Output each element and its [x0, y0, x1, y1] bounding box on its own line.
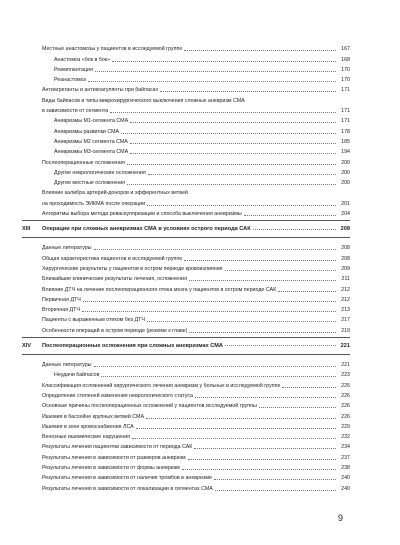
toc-entry-title: Виды байпасов и типы микрохирургического выключения сложных аневризм СМА [42, 97, 245, 104]
toc-entry-title: Антиагреганты и антикоагулянты при байпасах [42, 87, 159, 94]
toc-entry-title: Аневризмы М1-сегмента СМА [54, 118, 129, 125]
toc-entry [22, 293, 350, 303]
toc-entry-title: Ишемия в зоне кровоснабжения ЛСА [42, 423, 134, 430]
toc-entry [22, 186, 350, 196]
dot-leader [127, 163, 336, 165]
dot-leader [146, 417, 336, 419]
toc-entry-title: Основные причины послеоперационных осложнений у пациентов исследуемой группы [42, 403, 257, 410]
toc-entry-page: 217 [341, 317, 350, 324]
toc-entry-title: Другие неврологические осложнения [54, 169, 146, 176]
chapter-number: XIV [22, 342, 32, 349]
dot-leader [259, 406, 336, 408]
toc-entry-title: Влияние ДТЧ на лечение послеоперационного отека мозга у пациентов в остром периоде САК [42, 286, 277, 293]
toc-entry-page: 194 [341, 149, 350, 156]
toc-entry-title: Результаты лечения в зависимости от наличия тромбов в аневризме [42, 475, 212, 482]
toc-entry [22, 450, 350, 460]
toc-entry-title: Особенности операций в остром периоде (резюме к главе) [42, 327, 188, 334]
toc-entry [22, 83, 350, 93]
toc-entry-page: 213 [341, 307, 350, 314]
dot-leader [147, 320, 336, 322]
toc-entry [22, 145, 350, 155]
toc-entry [22, 63, 350, 73]
dot-leader [132, 437, 336, 439]
toc-entry-page: 226 [341, 403, 350, 410]
chapter-number: XIII [22, 226, 31, 233]
toc-entry-title: Реанастомоз [54, 77, 86, 84]
toc-entry [22, 378, 350, 388]
dot-leader [130, 142, 336, 144]
toc-entry-title: Операции при сложных аневризмах СМА в условиях острого периода САК [42, 226, 251, 233]
dot-leader [94, 248, 336, 250]
toc-entry [22, 272, 350, 282]
toc-entry [22, 166, 350, 176]
toc-entry-page: 171 [341, 118, 350, 125]
toc-entry [22, 420, 350, 430]
toc-entry-page: 226 [341, 392, 350, 399]
dot-leader [88, 80, 336, 82]
toc-entry [22, 313, 350, 323]
toc-entry-page: 185 [341, 138, 350, 145]
toc-entry-page: 212 [341, 296, 350, 303]
table-of-contents [22, 42, 350, 492]
toc-entry-page: 219 [341, 327, 350, 334]
toc-entry [22, 52, 350, 62]
toc-entry-page: 200 [341, 180, 350, 187]
toc-entry [22, 409, 350, 419]
toc-entry [22, 241, 350, 251]
toc-chapter-heading [22, 220, 350, 238]
toc-entry-page: 226 [341, 413, 350, 420]
dot-leader [214, 478, 336, 480]
toc-entry-title: Результаты лечения пациентов зависимости от периода САК [42, 444, 193, 451]
dot-leader [184, 49, 336, 51]
dot-leader [95, 70, 336, 72]
dot-leader [160, 90, 336, 92]
dot-leader [253, 228, 336, 230]
toc-entry [22, 471, 350, 481]
toc-entry-title: Первичная ДТЧ [42, 296, 81, 303]
toc-entry-title: Данные литературы [42, 245, 92, 252]
dot-leader [82, 310, 336, 312]
toc-entry-page: 208 [340, 226, 350, 233]
toc-entry-title: Результаты лечения в зависимости от размеров аневризм [42, 454, 186, 461]
toc-entry-page: 211 [341, 276, 350, 283]
toc-entry [22, 430, 350, 440]
toc-entry-page: 232 [341, 434, 350, 441]
dot-leader [148, 173, 336, 175]
toc-entry-page: 223 [341, 372, 350, 379]
toc-entry-page: 178 [341, 128, 350, 135]
toc-entry [22, 73, 350, 83]
toc-entry [22, 135, 350, 145]
dot-leader [127, 183, 336, 185]
toc-entry-page: 229 [341, 423, 350, 430]
toc-entry-title: Послеоперационные осложнения при сложных аневризмах СМА [42, 342, 223, 349]
toc-entry-page: 240 [341, 475, 350, 482]
toc-entry-title: Другие местные осложнения [54, 180, 126, 187]
toc-entry [22, 368, 350, 378]
toc-entry-title: Результаты лечения в зависимости от локализации в сегментах СМА [42, 485, 213, 492]
toc-entry-page: 221 [340, 342, 350, 349]
toc-entry-page: 234 [341, 444, 350, 451]
toc-entry-page: 200 [341, 169, 350, 176]
toc-entry-title: Венозные ишемические нарушения [42, 434, 131, 441]
dot-leader [244, 214, 336, 216]
toc-entry [22, 282, 350, 292]
dot-leader [194, 447, 336, 449]
dot-leader [278, 290, 336, 292]
toc-entry-page: 208 [341, 245, 350, 252]
toc-entry-title: Хирургические результаты у пациентов в остром периоде кровоизлияния [42, 265, 223, 272]
toc-entry-title: Результаты лечения в зависимости от формы аневризм [42, 464, 180, 471]
toc-entry-title: в зависимости от сегмента [42, 108, 109, 115]
toc-entry-title: на проходимость ЭИКМА после операции [42, 200, 146, 207]
toc-entry [22, 440, 350, 450]
toc-entry-page: 168 [341, 56, 350, 63]
toc-entry [22, 104, 350, 114]
toc-entry [22, 251, 350, 261]
toc-entry-page: 171 [341, 108, 350, 115]
dot-leader [101, 375, 336, 377]
page-number: 9 [338, 513, 344, 523]
toc-entry-title: Влияние калибра артерий-доноров и эфферентных ветвей [42, 190, 188, 197]
dot-leader [147, 204, 336, 206]
toc-entry [22, 93, 350, 103]
toc-entry-page: 204 [341, 211, 350, 218]
toc-entry-page: 225 [341, 382, 350, 389]
toc-entry-title: Местные анастомозы у пациентов в исследуемой группе [42, 46, 183, 53]
toc-entry [22, 124, 350, 134]
toc-entry-page: 212 [341, 286, 350, 293]
toc-entry-title: Классификация осложнений хирургического лечения аневризм у больных в исследуемой группе [42, 382, 281, 389]
toc-entry-page: 170 [341, 77, 350, 84]
toc-entry-page: 237 [341, 454, 350, 461]
dot-leader [189, 279, 336, 281]
dot-leader [195, 396, 336, 398]
toc-entry [22, 303, 350, 313]
toc-chapter-heading [22, 337, 350, 355]
toc-entry-page: 209 [341, 265, 350, 272]
toc-entry-title: Аневризмы М2 сегмента СМА [54, 138, 128, 145]
toc-entry-page: 238 [341, 464, 350, 471]
toc-entry-title: Аневризмы М3-сегмента СМА [54, 149, 129, 156]
toc-entry-page: 208 [341, 255, 350, 262]
toc-entry-page: 201 [341, 200, 350, 207]
dot-leader [184, 259, 336, 261]
dot-leader [83, 300, 336, 302]
toc-entry-title: Общая характеристика пациентов в исследуемой группе [42, 255, 183, 262]
toc-entry-title: Анастомоз «бок в бок» [54, 56, 111, 63]
toc-entry-page: 170 [341, 66, 350, 73]
dot-leader [189, 331, 336, 333]
toc-entry-page: 167 [341, 46, 350, 53]
toc-entry [22, 461, 350, 471]
dot-leader [136, 427, 336, 429]
toc-entry-title: Вторичная ДТЧ [42, 307, 80, 314]
toc-entry-title: Определение степеней изменения неврологического статуса [42, 392, 193, 399]
toc-entry [22, 114, 350, 124]
toc-entry [22, 389, 350, 399]
dot-leader [110, 111, 336, 113]
toc-entry [22, 155, 350, 165]
toc-entry-page: 171 [341, 87, 350, 94]
dot-leader [130, 121, 336, 123]
toc-entry [22, 196, 350, 206]
toc-entry [22, 176, 350, 186]
dot-leader [225, 344, 336, 346]
dot-leader [121, 132, 336, 134]
dot-leader [188, 458, 336, 460]
toc-entry [22, 207, 350, 217]
toc-entry [22, 399, 350, 409]
toc-entry-title: Послеоперационные осложнения [42, 159, 125, 166]
toc-entry [22, 323, 350, 333]
toc-entry [22, 42, 350, 52]
toc-entry-title: Данные литературы [42, 362, 92, 369]
toc-entry [22, 358, 350, 368]
dot-leader [112, 60, 336, 62]
dot-leader [182, 468, 336, 470]
toc-entry-title: Неудачи байпасов [54, 372, 100, 379]
toc-entry-title: Реимплантация [54, 66, 93, 73]
toc-entry-title: Ближайшие клинические результаты лечения, осложнения [42, 276, 187, 283]
toc-entry [22, 481, 350, 491]
toc-entry-page: 221 [341, 362, 350, 369]
toc-entry [22, 262, 350, 272]
toc-entry-title: Ишемия в бассейне крупных ветвей СМА [42, 413, 144, 420]
dot-leader [94, 365, 336, 367]
toc-entry-page: 240 [341, 485, 350, 492]
dot-leader [225, 269, 336, 271]
toc-entry-page: 200 [341, 159, 350, 166]
toc-entry-title: Пациенты с выраженным отеком без ДТЧ [42, 317, 145, 324]
dot-leader [282, 386, 336, 388]
toc-entry-title: Алгоритмы выбора метода реваскуляризации и способа выключения аневризмы [42, 211, 242, 218]
toc-entry-title: Аневризмы развилки СМА [54, 128, 120, 135]
dot-leader [215, 489, 336, 491]
dot-leader [130, 152, 336, 154]
